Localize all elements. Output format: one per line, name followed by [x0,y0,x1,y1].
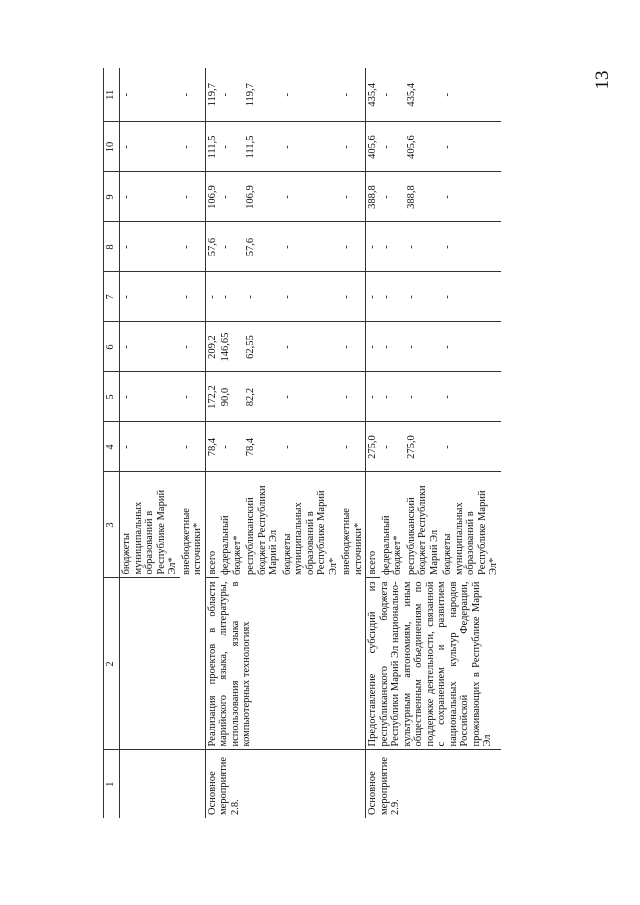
value-cell: 111,5 [244,122,281,172]
value-cell: - [340,172,366,222]
value-cell: - [281,68,341,122]
value-cell: 405,6 [405,122,442,172]
value-cell: 172,2 [205,372,219,422]
value-cell: - [281,372,341,422]
value-cell: 388,8 [405,172,442,222]
value-cell: - [340,68,366,122]
value-cell: - [405,372,442,422]
page-number: 13 [592,70,613,90]
funding-source: внебюджетные источники* [341,508,364,575]
value-cell: - [120,322,180,372]
value-cell: - [405,272,442,322]
funding-source: федеральный бюджет* [380,515,403,575]
funding-source: республиканский бюджет Республики Марий Эл [245,485,279,575]
funding-source: федеральный бюджет* [220,515,243,575]
column-header: 2 [104,578,120,750]
measure-code-cell [120,750,206,818]
value-cell: - [219,172,244,222]
value-cell: - [120,272,180,322]
column-header: 3 [104,472,120,578]
table-row [366,68,380,818]
value-cell: - [180,422,206,472]
value-cell: 78,4 [244,422,281,472]
value-cell: - [380,322,405,372]
value-cell: - [340,272,366,322]
table-body [120,68,501,818]
value-cell: - [120,372,180,422]
rotated-page-content [103,68,525,818]
column-header: 1 [104,750,120,818]
value-cell: 119,7 [205,68,219,122]
value-cell: - [219,68,244,122]
value-cell: - [205,272,219,322]
value-cell: - [380,422,405,472]
value-cell: - [441,322,501,372]
value-cell: - [380,372,405,422]
column-header: 10 [104,122,120,172]
column-header: 9 [104,172,120,222]
value-cell: 435,4 [366,68,380,122]
value-cell: - [441,172,501,222]
column-header: 8 [104,222,120,272]
value-cell: - [441,272,501,322]
funding-source: бюджеты муниципальных образований в Республике Марий Эл* [281,490,339,575]
measure-code: Основное мероприятие 2.8. [205,750,366,818]
value-cell: 62,55 [244,322,281,372]
value-cell: - [441,372,501,422]
value-cell: 388,8 [366,172,380,222]
value-cell: - [180,272,206,322]
value-cell: 119,7 [244,68,281,122]
value-cell: - [405,222,442,272]
value-cell: 82,2 [244,372,281,422]
value-cell: - [340,322,366,372]
value-cell: - [441,68,501,122]
table-row [120,68,180,818]
column-header: 7 [104,272,120,322]
measure-title-cell [120,578,206,750]
value-cell: - [366,372,380,422]
funding-source: всего [366,472,380,578]
funding-source: бюджеты муниципальных образований в Республике Марий Эл* [120,472,180,578]
value-cell: - [281,222,341,272]
funding-source: внебюджетные источники* [180,508,203,575]
value-cell: 435,4 [405,68,442,122]
value-cell: - [380,172,405,222]
value-cell: 106,9 [244,172,281,222]
funding-source: всего [205,472,219,578]
value-cell: - [180,68,206,122]
value-cell: - [120,422,180,472]
funding-source: бюджеты муниципальных образований в Республике Марий Эл* [442,490,499,575]
value-cell: - [281,272,341,322]
value-cell: - [441,222,501,272]
value-cell: - [366,222,380,272]
value-cell: - [380,272,405,322]
value-cell: - [281,122,341,172]
value-cell: 275,0 [366,422,380,472]
measure-title: Предоставление субсидий из республиканского бюджета Республики Марий Эл национально-культурным автономиям, иным общественным объединениям по поддержке деятельности, связанной с сохранением и развитием национальных культур народов Российской Федерации, проживающих в Республике Марий Эл [366,578,501,750]
value-cell: - [281,172,341,222]
value-cell: - [380,122,405,172]
value-cell: 57,6 [244,222,281,272]
value-cell: 78,4 [205,422,219,472]
value-cell: - [120,68,180,122]
value-cell: - [281,322,341,372]
value-cell: - [219,222,244,272]
value-cell: - [120,122,180,172]
value-cell: - [340,372,366,422]
value-cell: 209,2 [205,322,219,372]
header-row [104,68,120,818]
value-cell: 146,65 [219,322,244,372]
value-cell: - [180,122,206,172]
value-cell: 111,5 [205,122,219,172]
value-cell: - [180,322,206,372]
value-cell: - [180,222,206,272]
value-cell: 106,9 [205,172,219,222]
value-cell: - [219,422,244,472]
value-cell: 275,0 [405,422,442,472]
value-cell: - [366,322,380,372]
value-cell: - [120,222,180,272]
value-cell: - [180,372,206,422]
measure-code: Основное мероприятие 2.9. [366,750,501,818]
value-cell: - [441,122,501,172]
value-cell: - [366,272,380,322]
value-cell: - [441,422,501,472]
value-cell: - [340,222,366,272]
column-header: 6 [104,322,120,372]
funding-table [103,68,501,818]
funding-source: республиканский бюджет Республики Марий Эл [405,485,440,575]
value-cell: 90,0 [219,372,244,422]
column-header: 11 [104,68,120,122]
column-header: 4 [104,422,120,472]
value-cell: - [219,122,244,172]
value-cell: - [380,222,405,272]
value-cell: - [219,272,244,322]
value-cell: - [180,172,206,222]
column-header: 5 [104,372,120,422]
value-cell: 57,6 [205,222,219,272]
value-cell: 405,6 [366,122,380,172]
measure-title: Реализация проектов в области марийского языка, литературы, использования языка в компьютерных технологиях [205,578,366,750]
value-cell: - [405,322,442,372]
value-cell: - [120,172,180,222]
value-cell: - [380,68,405,122]
value-cell: - [340,122,366,172]
table-row [205,68,219,818]
value-cell: - [281,422,341,472]
value-cell: - [340,422,366,472]
value-cell: - [244,272,281,322]
